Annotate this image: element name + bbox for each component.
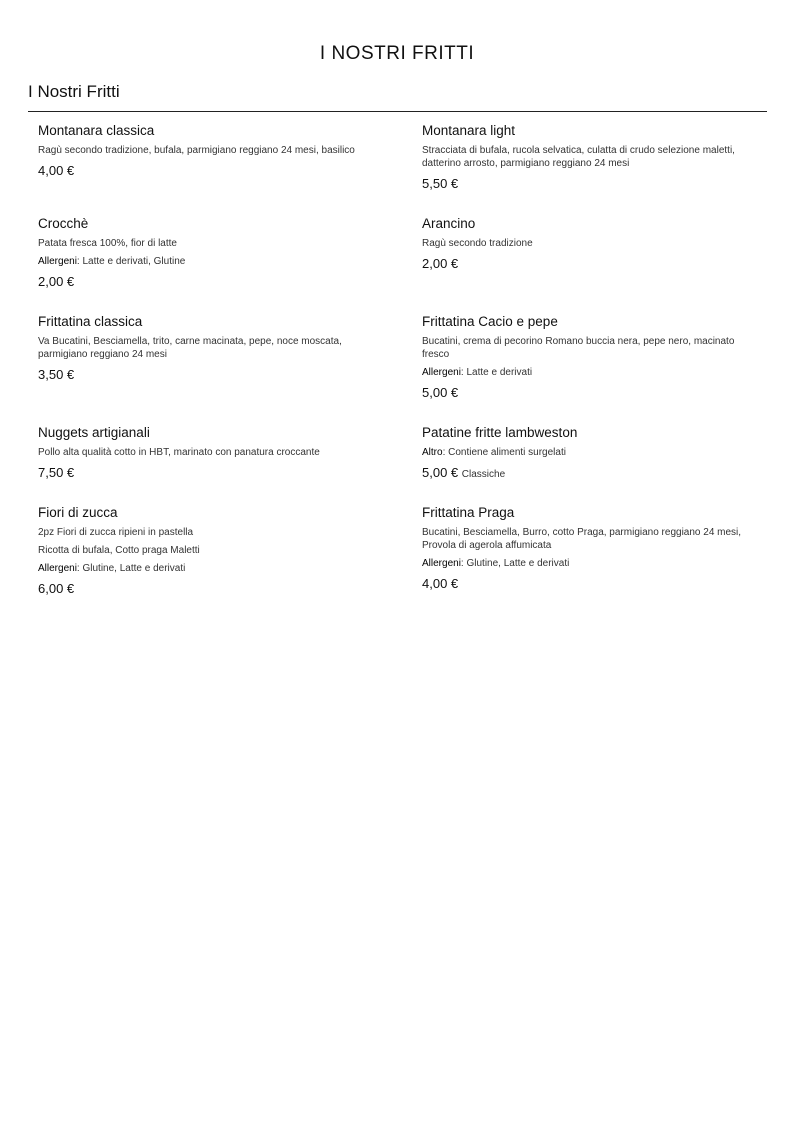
price-value: 5,00 €	[422, 465, 459, 480]
item-allergens	[38, 255, 378, 268]
item-name: Montanara classica	[38, 123, 155, 138]
menu-item-fiori-di-zucca	[38, 505, 378, 597]
item-allergens	[422, 366, 762, 379]
allergens-value: : Glutine, Latte e derivati	[76, 563, 186, 574]
item-other-info	[422, 446, 762, 459]
item-name: Frittatina Praga	[422, 505, 515, 520]
menu-item-frittatina-classica	[38, 314, 378, 383]
item-description: Bucatini, Besciamella, Burro, cotto Praga, parmigiano reggiano 24 mesi, Provola di agerola affumicata	[422, 527, 742, 551]
item-price: 2,00 €	[38, 274, 75, 289]
item-price: 2,00 €	[422, 256, 459, 271]
section-divider	[28, 111, 767, 112]
allergens-label: Allergeni	[422, 558, 461, 569]
item-name: Frittatina Cacio e pepe	[422, 314, 558, 329]
item-description: Ragù secondo tradizione, bufala, parmigiano reggiano 24 mesi, basilico	[38, 145, 355, 156]
item-description: Va Bucatini, Besciamella, trito, carne macinata, pepe, noce moscata, parmigiano reggiano 24 mesi	[38, 336, 342, 360]
item-price	[422, 465, 762, 483]
other-label: Altro	[422, 447, 443, 458]
item-description: Ragù secondo tradizione	[422, 238, 533, 249]
menu-item-frittatina-cacio-e-pepe	[422, 314, 762, 401]
item-price: 3,50 €	[38, 367, 75, 382]
item-name: Montanara light	[422, 123, 516, 138]
item-name: Arancino	[422, 216, 476, 231]
item-name: Patatine fritte lambweston	[422, 425, 578, 440]
item-description: Pollo alta qualità cotto in HBT, marinato con panatura croccante	[38, 447, 320, 458]
item-description-extra: Ricotta di bufala, Cotto praga Maletti	[38, 545, 200, 556]
item-name: Nuggets artigianali	[38, 425, 150, 440]
item-description: Stracciata di bufala, rucola selvatica, culatta di crudo selezione maletti, datterino arrosto, parmigiano reggiano 24 mesi	[422, 145, 735, 169]
allergens-value: : Glutine, Latte e derivati	[460, 558, 570, 569]
item-name: Crocchè	[38, 216, 89, 231]
item-description: 2pz Fiori di zucca ripieni in pastella	[38, 527, 194, 538]
menu-item-frittatina-praga	[422, 505, 767, 592]
page-title: I NOSTRI FRITTI	[319, 42, 475, 64]
item-allergens	[422, 557, 767, 570]
price-variant: Classiche	[461, 469, 506, 480]
item-allergens	[38, 562, 378, 575]
menu-item-patatine-fritte	[422, 425, 762, 483]
menu-item-nuggets-artigianali	[38, 425, 378, 481]
section-title: I Nostri Fritti	[28, 82, 120, 101]
item-name: Frittatina classica	[38, 314, 143, 329]
menu-item-crocche	[38, 216, 378, 290]
item-name: Fiori di zucca	[38, 505, 118, 520]
allergens-value: : Latte e derivati, Glutine	[76, 256, 186, 267]
item-price: 4,00 €	[38, 163, 75, 178]
menu-item-montanara-classica	[38, 123, 378, 179]
allergens-label: Allergeni	[38, 256, 77, 267]
item-price: 7,50 €	[38, 465, 75, 480]
item-price: 6,00 €	[38, 581, 75, 596]
item-description: Bucatini, crema di pecorino Romano buccia nera, pepe nero, macinato fresco	[422, 336, 735, 360]
item-price: 4,00 €	[422, 576, 459, 591]
item-description: Patata fresca 100%, fior di latte	[38, 238, 177, 249]
item-price: 5,00 €	[422, 385, 459, 400]
allergens-value: : Latte e derivati	[460, 367, 533, 378]
other-value: : Contiene alimenti surgelati	[442, 447, 566, 458]
allergens-label: Allergeni	[38, 563, 77, 574]
menu-item-montanara-light	[422, 123, 767, 192]
item-price: 5,50 €	[422, 176, 459, 191]
menu-item-arancino	[422, 216, 762, 272]
allergens-label: Allergeni	[422, 367, 461, 378]
